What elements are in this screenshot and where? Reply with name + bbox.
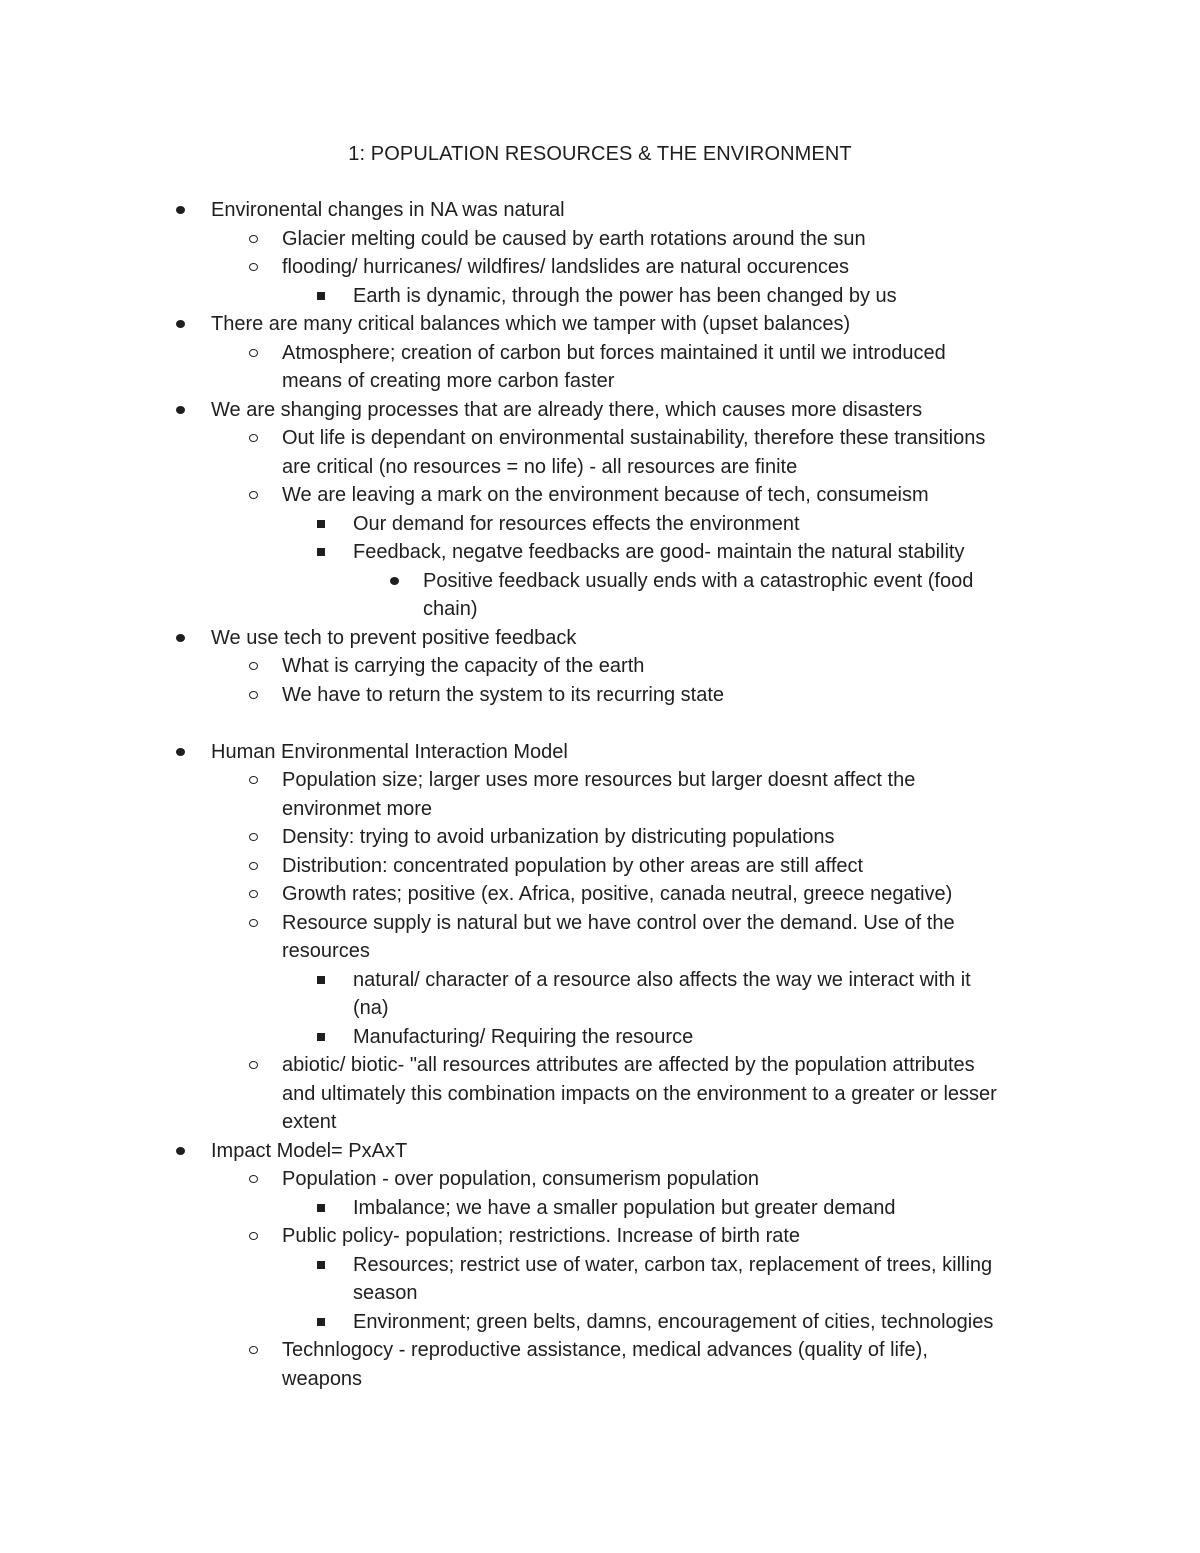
filled-square-bullet-icon	[317, 510, 325, 539]
hollow-circle-bullet-icon	[249, 880, 258, 909]
hollow-circle-bullet-icon	[249, 1222, 258, 1251]
list-item-text: season	[353, 1282, 418, 1304]
list-item	[0, 738, 1200, 767]
hollow-circle-bullet-icon	[249, 225, 258, 254]
list-item-text: Atmosphere; creation of carbon but forces maintained it until we introduced	[282, 341, 946, 364]
list-item-text: are critical (no resources = no life) - all resources are finite	[282, 455, 798, 478]
filled-square-bullet-icon	[317, 1023, 325, 1052]
list-item-text: We are leaving a mark on the environment because of tech, consumeism	[282, 484, 929, 506]
list-item-text: Resources; restrict use of water, carbon tax, replacement of trees, killing	[353, 1253, 993, 1276]
list-item	[0, 681, 1200, 710]
list-item	[0, 1137, 1200, 1166]
list-item-text: weapons	[282, 1367, 363, 1390]
list-item	[0, 909, 1200, 966]
list-item-text: Feedback, negatve feedbacks are good- maintain the natural stability	[353, 541, 965, 563]
list-item-text: There are many critical balances which we tamper with (upset balances)	[211, 313, 851, 335]
list-item-text: What is carrying the capacity of the earth	[282, 655, 645, 677]
list-item	[0, 1308, 1200, 1337]
list-item-text: (na)	[353, 997, 389, 1019]
list-item	[0, 310, 1200, 339]
list-item	[0, 1165, 1200, 1194]
list-item	[0, 852, 1200, 881]
filled-circle-bullet-icon	[176, 1137, 185, 1166]
list-item-text: extent	[282, 1111, 337, 1133]
list-item	[0, 567, 1200, 624]
list-item	[0, 481, 1200, 510]
filled-circle-bullet-icon	[176, 396, 185, 425]
list-item-text: Growth rates; positive (ex. Africa, positive, canada neutral, greece negative)	[282, 883, 953, 905]
hollow-circle-bullet-icon	[249, 481, 258, 510]
list-item	[0, 880, 1200, 909]
list-item-text: Positive feedback usually ends with a catastrophic event (food	[423, 569, 974, 592]
hollow-circle-bullet-icon	[249, 681, 258, 710]
list-item	[0, 253, 1200, 282]
list-item	[0, 652, 1200, 681]
list-item	[0, 966, 1200, 1023]
list-item-text: Resource supply is natural but we have control over the demand. Use of the	[282, 911, 955, 934]
list-item-text: Earth is dynamic, through the power has been changed by us	[353, 284, 897, 307]
filled-circle-bullet-icon	[176, 624, 185, 653]
list-item	[0, 1251, 1200, 1308]
filled-circle-bullet-icon	[176, 196, 185, 225]
list-item	[0, 1051, 1200, 1137]
list-item	[0, 424, 1200, 481]
hollow-circle-bullet-icon	[249, 1336, 258, 1365]
list-item-text: Technlogocy - reproductive assistance, medical advances (quality of life),	[282, 1339, 928, 1361]
list-item-text: Population size; larger uses more resources but larger doesnt affect the	[282, 769, 916, 791]
filled-circle-bullet-icon	[176, 310, 185, 339]
list-item	[0, 538, 1200, 567]
filled-square-bullet-icon	[317, 1251, 325, 1280]
list-item-text: abiotic/ biotic- "all resources attributes are affected by the population attributes	[282, 1054, 975, 1076]
list-item-text: flooding/ hurricanes/ wildfires/ landslides are natural occurences	[282, 256, 849, 278]
list-item	[0, 396, 1200, 425]
list-item-text: We have to return the system to its recurring state	[282, 683, 725, 706]
list-item-text: We use tech to prevent positive feedback	[211, 626, 577, 649]
list-item-text: chain)	[423, 598, 478, 620]
list-item	[0, 282, 1200, 311]
filled-circle-bullet-icon	[390, 567, 399, 596]
list-item	[0, 1023, 1200, 1052]
list-item-text: Environental changes in NA was natural	[211, 199, 565, 221]
hollow-circle-bullet-icon	[249, 1165, 258, 1194]
list-item-text: and ultimately this combination impacts on the environment to a greater or lesser	[282, 1082, 997, 1105]
list-item	[0, 766, 1200, 823]
list-item-text: Imbalance; we have a smaller population but greater demand	[353, 1196, 896, 1219]
filled-square-bullet-icon	[317, 1194, 325, 1223]
list-item-text: natural/ character of a resource also affects the way we interact with it	[353, 968, 971, 991]
list-item	[0, 1222, 1200, 1251]
filled-square-bullet-icon	[317, 1308, 325, 1337]
list-item-text: Our demand for resources effects the environment	[353, 512, 800, 535]
list-item-text: Human Environmental Interaction Model	[211, 740, 568, 763]
filled-square-bullet-icon	[317, 538, 325, 567]
hollow-circle-bullet-icon	[249, 253, 258, 282]
filled-square-bullet-icon	[317, 966, 325, 995]
list-item	[0, 823, 1200, 852]
hollow-circle-bullet-icon	[249, 652, 258, 681]
page-title: 1: POPULATION RESOURCES & THE ENVIRONMENT	[348, 143, 852, 165]
list-item-text: means of creating more carbon faster	[282, 370, 615, 392]
list-item-text: Out life is dependant on environmental sustainability, therefore these transitions	[282, 427, 986, 449]
list-item	[0, 1194, 1200, 1223]
list-item-text: Distribution: concentrated population by other areas are still affect	[282, 854, 864, 877]
list-item-text: Environment; green belts, damns, encouragement of cities, technologies	[353, 1310, 994, 1333]
hollow-circle-bullet-icon	[249, 823, 258, 852]
list-item	[0, 1336, 1200, 1393]
hollow-circle-bullet-icon	[249, 909, 258, 938]
list-item-text: Impact Model= PxAxT	[211, 1139, 408, 1162]
hollow-circle-bullet-icon	[249, 339, 258, 368]
notes-outline	[0, 196, 1200, 1393]
filled-square-bullet-icon	[317, 282, 325, 311]
list-item	[0, 225, 1200, 254]
filled-circle-bullet-icon	[176, 738, 185, 767]
hollow-circle-bullet-icon	[249, 852, 258, 881]
list-item-text: We are shanging processes that are already there, which causes more disasters	[211, 398, 923, 421]
list-item	[0, 624, 1200, 653]
hollow-circle-bullet-icon	[249, 766, 258, 795]
hollow-circle-bullet-icon	[249, 1051, 258, 1080]
list-item	[0, 339, 1200, 396]
list-item-text: Glacier melting could be caused by earth rotations around the sun	[282, 227, 866, 250]
list-item-text: Public policy- population; restrictions. Increase of birth rate	[282, 1225, 801, 1247]
hollow-circle-bullet-icon	[249, 424, 258, 453]
list-item	[0, 196, 1200, 225]
list-item	[0, 510, 1200, 539]
list-item-text: environmet more	[282, 797, 433, 820]
blank-line	[0, 709, 1200, 738]
list-item-text: resources	[282, 940, 370, 962]
list-item-text: Population - over population, consumerism population	[282, 1168, 759, 1190]
list-item-text: Density: trying to avoid urbanization by districuting populations	[282, 826, 835, 848]
list-item-text: Manufacturing/ Requiring the resource	[353, 1025, 694, 1048]
